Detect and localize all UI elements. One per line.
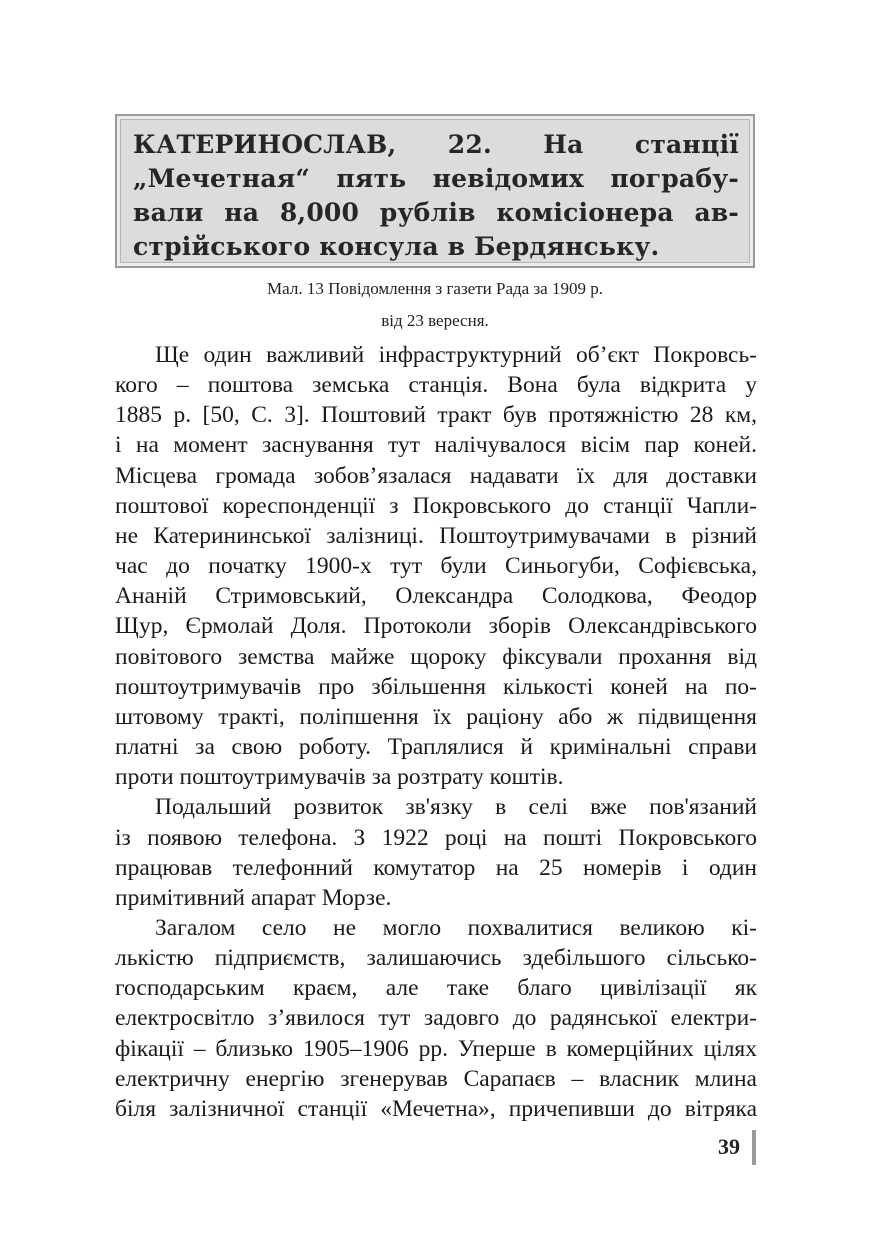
page-number-bar — [752, 1130, 756, 1165]
text-line: електросвітло з’явилося тут задовго до радянської електри- — [115, 1005, 757, 1032]
text-line: платні за свою роботу. Траплялися й кримінальні справи — [115, 734, 757, 761]
clipping-line: вали на 8,000 рублів комісіонера ав- — [133, 198, 739, 227]
text-line: Ще один важливий інфраструктурний об’єкт Покровсь- — [155, 342, 757, 368]
text-line: поштоутримувачів про збільшення кількості коней на по- — [115, 673, 757, 700]
text-line: штовому тракті, поліпшення їх раціону або ж підвищення — [115, 703, 757, 730]
text-line: і на момент заснування тут налічувалося вісім пар коней. — [115, 432, 757, 459]
page-number: 39 — [718, 1134, 740, 1159]
text-line: із появою телефона. З 1922 році на пошті Покровського — [115, 824, 757, 851]
text-line: електричну енергію згенерував Сарапаєв – власник млина — [115, 1065, 757, 1092]
text-line: Подальший розвиток зв'язку в селі вже пов'язаний — [155, 794, 757, 821]
text-line: кого – поштова земська станція. Вона була відкрита у — [115, 372, 757, 399]
text-line: примітивний апарат Морзе. — [115, 884, 392, 911]
text-line: Загалом село не могло похвалитися великою кі- — [155, 914, 757, 941]
text-line: працював телефонний комутатор на 25 номерів і один — [115, 854, 757, 881]
text-line: лькістю підприємств, залишаючись здебільшого сільсько- — [115, 945, 757, 972]
text-line: повітового земства майже щороку фіксували прохання від — [115, 643, 757, 670]
figure-caption-date: від 23 вересня. — [381, 311, 489, 330]
newspaper-clipping-image — [115, 114, 755, 268]
clipping-line: „Мечетная“ пять невідомих пограбу- — [133, 164, 739, 193]
clipping-line: КАТЕРИНОСЛАВ, 22. На станції — [133, 130, 739, 159]
figure-caption: Мал. 13 Повідомлення з газети Рада за 1909 р. — [267, 279, 603, 298]
text-line: Щур, Єрмолай Доля. Протоколи зборів Олександрівського — [115, 613, 757, 640]
clipping-line: стрійського консула в Бердянську. — [133, 232, 660, 261]
text-line: Ананій Стримовський, Олександра Солодкова, Феодор — [115, 583, 757, 610]
text-line: поштової кореспонденції з Покровського до станції Чапли- — [115, 492, 757, 519]
text-line: час до початку 1900-х тут були Синьогуби, Софієвська, — [115, 553, 757, 580]
text-line: проти поштоутримувачів за розтрату коштів. — [115, 764, 564, 791]
text-line: біля залізничної станції «Мечетна», причепивши до вітряка — [115, 1095, 757, 1122]
text-line: господарським краєм, але таке благо цивілізації як — [115, 975, 757, 1002]
text-line: не Катерининської залізниці. Поштоутримувачами в різний — [115, 522, 757, 549]
text-line: Місцева громада зобов’язалася надавати їх для доставки — [115, 462, 757, 489]
text-line: фікації – близько 1905–1906 рр. Уперше в комерційних цілях — [115, 1035, 757, 1062]
newspaper-clipping-text — [120, 119, 750, 263]
text-line: 1885 р. [50, С. 3]. Поштовий тракт був протяжністю 28 км, — [115, 402, 757, 429]
body-text — [115, 340, 757, 1124]
